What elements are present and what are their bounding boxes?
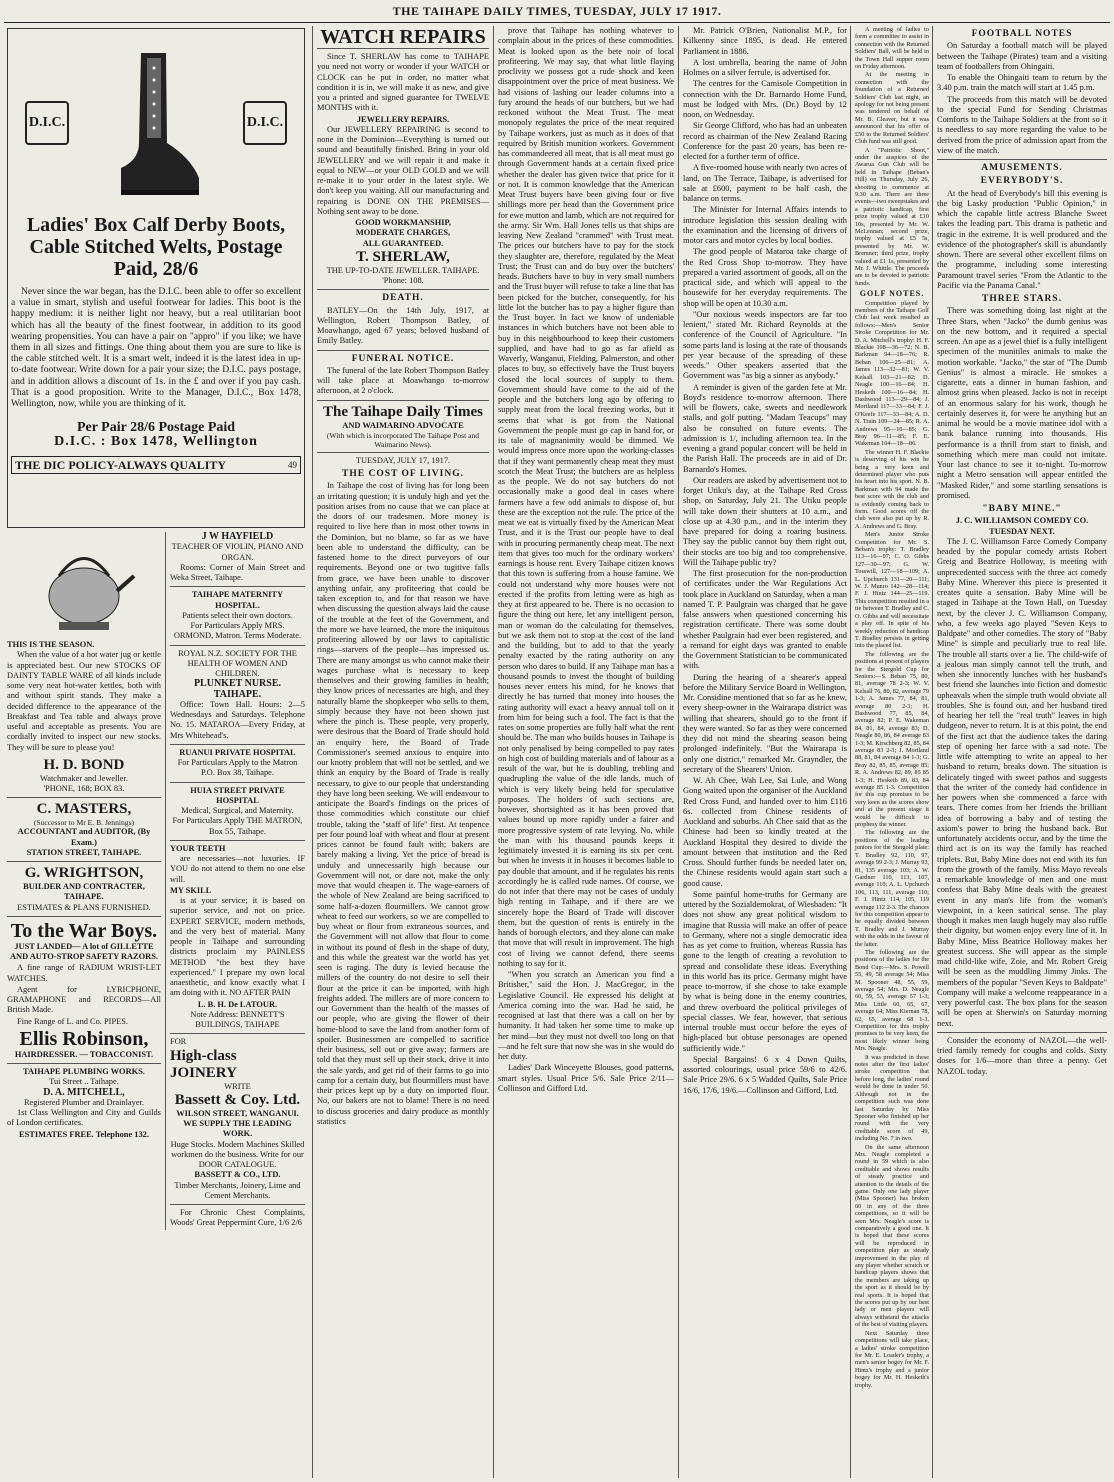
wrightson-trade: BUILDER AND CONTRACTER, TAIHAPE. <box>23 882 145 902</box>
watch-repairs-title: WATCH REPAIRS <box>317 26 489 49</box>
column-2 <box>314 26 492 1478</box>
masters-address: STATION STREET, TAIHAPE. <box>26 847 142 857</box>
news-item-1: Mr. Patrick O'Brien, Nationalist M.P., for Kilkenny since 1895, is dead. He entered Parliament in 1886. <box>683 26 847 56</box>
ladies-meeting: A meeting of ladies to form a committee to assist in connection with the Returned Soldiers' Ball, will be held in the Town Hall supper room on Friday afternoon. <box>855 26 929 71</box>
bassett-co: BASSETT & CO., LTD. <box>194 1170 281 1180</box>
masters-name: C. MASTERS, <box>36 801 132 818</box>
column-4 <box>680 26 850 1478</box>
news-item-10: Our readers are asked by advertisement not to forget Utiku's day, at the Taihape Red Cross shop, on Saturday, July 21. The Utiku people will take down their shutters at 10 a.m., and close up at 4.30 p.m., and in the interim they have prepared for doing a roaring business. They say the public cannot buy them right out, their stocks are too big and too comprehensive. Will the Taihape public try? <box>683 475 847 567</box>
hayfield-trade: TEACHER OF VIOLIN, PIANO AND ORGAN. <box>171 542 304 562</box>
bassett-address: WILSON STREET, WANGANUI. <box>176 1108 299 1118</box>
news-item-6: The Minister for Internal Affairs intends to introduce legislation this session dealing with the examination and the licensing of drivers of motor cars and motor cycles by local bodies. <box>683 205 847 245</box>
column-3 <box>495 26 677 1478</box>
masthead-note: (With which is incorporated The Taihape Post and Waimarino News). <box>326 430 480 449</box>
newspaper-header: THE TAIHAPE DAILY TIMES, TUESDAY, JULY 17 1917. <box>392 4 722 18</box>
death-body: BATLEY—On the 14th July, 1917, at Wellington, Robert Thompson Batley, of Moawhango, aged 67 years; beloved husband of Emily Batley. <box>317 305 489 346</box>
wrightson-name: G. WRIGHTSON, <box>24 865 144 881</box>
slogan-1: GOOD WORKMANSHIP, <box>355 218 451 227</box>
amusements-head: AMUSEMENTS. <box>981 163 1063 173</box>
williamson-head: J. C. WILLIAMSON COMEDY CO. TUESDAY NEXT. <box>955 516 1089 536</box>
boot-ad-body: Never since the war began, has the D.I.C. been able to offer so excellent a value in smart, stylish and useful footwear for ladies. This boot is the happy medium: it is neither light nor heavy, but a real utilitarian boot which has all the beauty of the finest footwear, in addition to its good wearing propensities. You can have a pair on "appro" if you like; we have them in all sizes and fittings. One thing about them you are sure to like is the cable stitched welt. It is a smart welt, indeed it is the latest idea in up-to-date footwear. Write down for a pair your size; the D.I.C. pays postage, and in addition allows a discount of 1s. in the £ and over if you pay cash. That is a good proposition. Write to the Manager, D.I.C., Box 1478, Wellington, now, while you are thinking of it. <box>11 286 301 410</box>
masthead-sub: AND WAIMARINO ADVOCATE <box>342 420 464 430</box>
war-boys-title: To the War Boys. <box>10 919 158 942</box>
bond-name: H. D. BOND <box>43 756 125 773</box>
mitchell-body: 1st Class Wellington and City and Guilds of London certificates. <box>7 1108 161 1128</box>
patriotic-shoot: A "Patriotic Shoot," under the auspices of the Awarua Gun Club will be held in Taihape (Beban's Hill) on Thursday, July 26, shooting to commence at 9.30 a.m. There are three events—two sweepstakes and a patriotic handicap, first prize trophy valued at £10 10s, presented by Mr. W. McLennan; second prize, trophy valued at £5 5s, presented by Mr. W. Bremner; third prize, trophy valued at £1 1s, presented by Mr. J. Whittle. The proceeds are to be devoted to patriotic funds. <box>855 146 929 287</box>
golf-head: GOLF NOTES. <box>859 289 925 299</box>
everybodys-head: EVERYBODY'S. <box>980 176 1064 187</box>
dic-logo-left: D.I.C. <box>25 101 69 145</box>
joinery-for: FOR <box>169 1037 187 1047</box>
news-item-2: A lost umbrella, bearing the name of John Holmes on a silver ferrule, is advertised for. <box>683 57 847 77</box>
jewellery-body: Our JEWELLERY REPAIRING is second to none in the Dominion—Everything is turned out sound and beautifully finished. Bring in your old JEWELLERY and we will repair it and make it equal to NEW—or your OLD GOLD and we will re-make it to your order in the latest style. We don't keep you waiting. All our manufacturing and repairing is DONE ON THE PREMISES—Nothing sent away to be done. <box>317 124 489 216</box>
column-6 <box>934 26 1110 1478</box>
golf-2: The winner H. F. Blackie is deserving of his win he being a very keen and determined player who puts his heart into his sport. N. B. Barkman with 94 made the best score with the club and is evidently coming back to form. Good scores off the club were also put up by R. A. Andrews and G. Bray. <box>855 448 929 530</box>
golf-1: Competition played by members of the Taihape Golf Club last week resulted as follows:—Men's Senior Stroke Competition for Mr. D. A. Mitchell's trophy: H. F. Blackie 108—36—72; N. B. Barkman 94—18—76; R. Beban 106—25—81; A. James 113—32—81; W. V. Kelsall 103—21—82; D. Neagle 100—16—84; H. Hesketh 100—16—84; H. Dashwood 113—29—84; J. Mortland 117—33—84; F. J. O'Keefe 117—33—84; A. D. N. Train 109—24—85; R. A. Andrews 95—10—85; G. Bray 96—11—85; F. E. Wakeman 104—18—86. <box>855 299 929 448</box>
three-stars-head: THREE STARS. <box>982 294 1062 304</box>
sherlaw-trade: THE UP-TO-DATE JEWELLER. TAIHAPE. 'Phone: 108. <box>326 265 480 285</box>
season-head: THIS IS THE SEASON. <box>7 640 95 649</box>
football-head: FOOTBALL NOTES <box>971 29 1073 39</box>
blouses-item: Ladies' Dark Winceyette Blouses, good patterns, smart styles. Usual Price 5/6. Sale Price 2/11—Collinson and Gifford Ltd. <box>498 1063 674 1093</box>
column-divider <box>850 26 851 1478</box>
editorial-body: In Taihape the cost of living has for long been an irritating question; it is unduly high and yet the position arises from no cause that we can place at the doors of our tradesmen. More money is required to live here than in most other towns in the Dominion, but no blame, so far as we have been able to understand the difficulty, can be fastened home to the direct purveyors of our requirements. Beyond one or two tugitive falls from grace, we have been unable to discover anything unfair, any profiteering that could be taken exception to, and for that reason we have when discussing the question always laid the cause of the trouble at the feet of the Government, and the more we have learned, the more the iniquitous profiteering allowed by our laws to capitalistic rings—starvers of the people—has impressed us. There are many amongst us who cannot make their wages purchase what is necessary to keep themselves and their growing families in health; they know prices of necessaries are high, and they naturally blame the shopkeeper who sells to them, simply because they have not been shown just where the pinch is. These people, very properly, were desirous that the Board of Trade should hold an enquiry here, the Board of Trade Commissioner's seemed anxious to enquire into our knotty problem that will not be settled, and we think an enquiry by the Board of Trade is really necessary, to give to our people that understanding they have long been seeking. We will endeavour to anticipate the Board's findings on the prices of those commodities which constitute our chief trouble, taking the "staff of life" first. At tenpence per four pound loaf with wheat and flour at present prices cannot be found fault with; bakers are barely making a living. Yet the price of bread is unduly and unnecessarily high because our Government will not, or dare not, make the only move that would cheapen it. The wage-earners of the whole of New Zealand are being sacrificed to some half-a-dozen flourmillers. We cannot grow wheat to feed our workers, so we are compelled to buy wheat or flour from extraneous sources, and the Government will not allow that flour to come in without its pound of flesh in the shape of duty, and this while the greatest war the world has yet seen is raging. The duty is levied because the millers of the country do not desire to sell their flour at the price it can be imported, with high freights added. The millers are of more concern to our Government than the health of the masses of our people, who are giving the flower of their home-blood to save the land from another form of spoiler. Businessmen are compelled to sacrifice their business, sell out or give away; farmers are told that they must sell up their stock, drive it into the sale yards, and get rid of their farms to go into camp for a certain duty, but flourmillers must have their prices kept up by a duty on imported flour. No, our bakers are not to blame! There is no need to discuss groceries and dairy produce as monthly statistics <box>317 481 489 1126</box>
maternity-body: Patients select their own doctors. <box>182 610 293 620</box>
masters-sub: (Successor to Mr E. B. Jennings) <box>33 818 135 828</box>
dic-advertisement <box>7 28 305 528</box>
plumbing-head: TAIHAPE PLUMBING WORKS. <box>23 1067 145 1076</box>
estimates-free: ESTIMATES FREE. Telephone 132. <box>19 1129 149 1139</box>
bassett-stocks: Huge Stocks. Modern Machines Skilled workmen do the business. Write for our DOOR CATALOGUE. <box>170 1139 305 1169</box>
dentist-address: Note Address: BENNETT'S BUILDINGS, TAIHAPE <box>190 1009 285 1029</box>
wrightson-estimates: ESTIMATES & PLANS FURNISHED. <box>17 902 151 912</box>
news-item-4: Sir George Clifford, who has had an unbeaten record as chairman of the New Zealand Racing Conference for the past 20 years, has been re-elected for a further term of office. <box>683 121 847 161</box>
golf-5: The following are the positions of the leading juniors for the Stergold plate: T. Bradley 92, 110, 97, average 99 2-3; J. Murray 93, 81, 135 average 103; A. W. Gardner 110, 113, 107, average 110; A. L. Upchurch 106, 113, 111, average 110; F. J. Hintz 114, 105, 119 average 112 2-3. The chances for this competition appear to be equally divided between T. Bradley and J. Murray with the odds in the favour of the latter. <box>855 829 929 948</box>
boot-box-address: D.I.C. : Box 1478, Wellington <box>54 434 258 450</box>
masthead: The Taihape Daily Times <box>323 403 483 420</box>
bassett-timber: Timber Merchants, Joinery, Lime and Cement Merchants. <box>174 1180 301 1200</box>
bond-phone: 'PHONE, 168; BOX 83. <box>43 784 125 793</box>
ruanui-body: For Particulars Apply to the Matron P.O. Box 38, Taihape. <box>177 758 298 778</box>
ruanui-hospital: RUANUI PRIVATE HOSPITAL <box>179 747 296 757</box>
williamson-body: The J. C. Williamson Farce Comedy Company headed by the popular comedy artists Robert Greig and Beatrice Holloway, is meeting with unprecedented success with the three act comedy Baby Mine. Wherever this piece is presented it creates quite a sensation. Baby Mine will be staged in Taihape at the Town Hall, on Tuesday next, by the clever J. C. Williamson Company, who, a few weeks ago played "Seven Keys to Baldpate" and other comedies. The story of "Baby Mine" is simple and peculiarly true to real life. The trouble all starts over a lie. The child-wife of a jealous man simply cannot tell the truth, and when she innocently lunches with her husband's best friend she launches into fiction and domestic upheavals when the simple truth would obviate all troubles. She is found out, and her husband tired of hearing her tell the "real truth" leaves in high dudgeon, never to return. It is at this point, the end of the first act that the audience takes the daring step of opening her farce with a sad note. The little wife attempting to write an appeal to her husband to return, breaks down. The situation is delicately tinged with sweet pathos and suggests that the writer of the comedy had confidence in her powers when she commenced a farce with tears. There comes from her friends the brilliant idea of borrowing a baby and of testing the axiom's power to bring the husband back. But unfortunately accidents occur, and by the time the third act is on its way the family has reached triplets. But, Baby Mine does not end with its fun from the growth of the family. Miss Mayo reveals a remarkable knowledge of men and one must confess that Baby Mine deals with the greatest event in any man's life from the woman's viewpoint, in a keen satirical sense. The play though it makes men laugh hugely may also ruffle their dignity, but women enjoy every line of it. In Baby Mine, Miss Beatrice Holloway makes her greatest success. She will appear as the simple mad child-like wife, Zoie, and Mr. Robert Greig will be seen as the muddling Jimmy Jinks. The members of the popular "Seven Keys to Baldpate" Company will make a welcome reappearance in a very powerful cast. The box plans for the season will be open at Sherwin's on Saturday morning next. <box>937 536 1107 1028</box>
golf-4: The following are the positions at present of players for the Stergold Cup for Seniors:—S. Beban 75, 80, 81, average 78 2-3; W. V. Kelsall 76, 80, 82, average 79 1-3; A. James 77, 84, 81, average 80 2-3; H. Dashwood 77, 85, 84, average 82; P. E. Wakeman 84, 81, 84, average 83; D. Neagle 80, 86, 84 average 83 1-3; M. Kirschberg 82, 85, 84 average 83 2-3; J. Mortland 88, 81, 84 average 84 1-3; G. Bray 82, 85, 85, average 85; R. A. Andrews 82, 89, 85 85 1-3; H. Hesketh 89, 83, 84 average 85 1-3. Competition for this cup promises to be very keen as the scores show and at the present stage it would be difficult to prophesy the winner. <box>855 650 929 829</box>
mitchell-name: D. A. MITCHELL, <box>43 1086 125 1098</box>
slogan-2: MODERATE CHARGES, <box>355 228 451 238</box>
golf-6: The following are the positions of the ladies for the Bond Cup:—Mrs. S. Powell 55, 49, 58 average 54; Miss M. Spooner 48, 55, 59, average 54; Mrs. D. Neagle 60, 59, 53, average 57 1-3; Miss Little 60, 65, 67, average 64; Miss Kiernan 78, 62, 65, average 68 1-3. Competition for this trophy promises to be very keen, the most likely winner being Mrs. Neagle. <box>855 948 929 1053</box>
news-item-8: "Our noxious weeds inspectors are far too lenient," stated Mr. Richard Reynolds at the conference of the Council of Agriculture. "In some parts land is losing at the rate of thousands per year because of the spreading of these weeds." Other speakers asserted that the Government was "as big a sinner as anybody." <box>683 309 847 381</box>
ellis-name: Ellis Robinson, <box>19 1027 149 1050</box>
bassett-name: Bassett & Coy. Ltd. <box>174 1091 301 1108</box>
news-item-15: Special Bargains! 6 x 4 Down Quilts, assorted colourings, usual price 59/6 to 42/6. Sale Price 29/6. 6 x 5 Wadded Quilts, Sale Price 16/6, 17/6, 19/6.—Collinson and Gifford, Ltd. <box>683 1054 847 1095</box>
editorial-continued: prove that Taihape has nothing whatever to complain about in the prices of these commodities. Meat is looked upon as the bete noir of local profiteering. We may say, that what little flaying proclivity we possess got a rude shock and keen disappointment over the price of meat business. We had visions of lashing our leader columns into a fury around the heads of our butchers, but we had reckoned without the Meat Trust. The meat monopoly regulates the price of the meat required by Taihape workers, just as much as it does of that required by British munition workers. Government has commandeered all meat, that is all meat must go through Government hands at a certain fixed price whether the dealer has given twice that price for it or not. It is common knowledge that the American Meat Trust buyers have been giving four or five shillings more per head than the Government price for ewe mutton and lamb, which are not required for the army. Sir Wm. Hall Jones tells us that ships are leaving New Zealand "crammed" with Trust meat. The prices our butchers have to pay for the stock they slaughter are, therefore, regulated by the Meat Trust; the Trust can and do buy over the butchers' heads. Butchers have to buy in very small numbers and the Trust buyer will refuse to take a line that has been picked for the butcher, consequently, for his little lot the butcher has to pay a higher figure than the Trust buyer. In fact we know of undeniable instances in which butchers have not been able to buy in this neighbourhood to keep their customers supplied, and have had to go as far afield as Waverly, Wanganui, Fielding, Palmerston, and other places to buy, so effectively have the Trust buyers closed the local sources of supply to them. Government should have come to the aid of the people and the butchers long ago by offering to supply meat from the local freezing works, but it seems that what is got from the National Government the people must go cap in hand for, or its tale of magnanimity would be dimmed. We would impress once more upon the working-classes that if they want permanently cheap meat they must scotch the Meat Trust; the butchers are as helpless as the people. We do not say butchers do not occasionally make a good deal in cases where farmers have a few odd animals to dispose of, but these are the exception not the rule. The price of the meat we eat is virtually fixed by the American Meat Trust, and it is the Trust our people have to deal with in procuring permanently cheap meat. The next item that gives too much for the ordinary workers' earnings is house rent. Every Taihape citizen knows that this town is suffering from a house famine. We could not understand why more houses were not erected if the profits from letting were as high as they at first appeared to be. There is no occasion to figure the thing out here, let any intelligent person, man or woman do the calculating for themselves, but we ask them not to stop at the cost of the land and the building, but to add to that the yearly penalty exacted by the rating authority on any person who dares to build. If any Taihape man has a thousand pounds to invest the thought of building houses never enters his mind, for he knows that directly he has turned that money into houses the rating authority will exact a heavy annual toll on it from him for being such a fool. The fact is that the rates on some properties are fully half what the rent should be. The man who builds houses in Taihape is not only penalised by being compelled to pay rates on high cost of building materials and of labour as a result of the war, but he is doubling, trebling and quadrupling the value of the idle lands, much of which is very likely being held for speculative purposes. The holders of such sections are, however, shortsighted as it has been proved that values bound up more rapidly under a fairer and more progressive system of rate levying. No, while the man with his thousand pounds keeps it legitimately invested it is earning its six per cent. but when he invests it in houses it becomes liable to pay double that amount, and if he regulates his rents accordingly he is called rude names. Of course, we do not infer that there may not be cases of unduly high renting in Taihape, and if there are we sincerely hope the Board of Trade will discover them, but the question of rents is entirely in the hands of borough electors, and they alone can make that move that will result in improvement. The high cost of living we cannot defend, there seems nothing to say for it. <box>498 26 674 968</box>
news-item-11: The first prosecution for the non-production of certificates under the War Regulations Act took place in Auckland on Saturday, when a man named T. P. Paulgrain was charged that he gave false answers when questioned concerning his registration certificate. There was some doubt whether Paulgrain had ever been registered, and a remand for eight days was granted to enable the Government Statistician to be communicated with. <box>683 569 847 671</box>
war-boys-body-3: Agent for LYRICPHONE, GRAMAPHONE and RECORDS—All British Made. <box>7 984 161 1015</box>
soldiers-club: At the meeting in connection with the foundation of a Returned Soldiers' Club last night, an apology for not being present was tendered on behalf of Mr. B. Cleaver, but it was announced that his offer of £50 to the Returned Soldiers' Club fund was still good. <box>855 71 929 146</box>
maternity-apply: For Particulars Apply MRS. ORMOND, Matron. Terms Moderate. <box>173 621 302 641</box>
sherlaw-name: T. SHERLAW, <box>356 248 450 265</box>
news-item-3: The centres for the Camisole Competition in connection with the Dr. Barnardo Home Fund, must be lodged with Mrs. (Dr.) Boyd by 12 noon, on Wednesday. <box>683 79 847 119</box>
date-line: TUESDAY, JULY 17, 1917. <box>355 455 451 465</box>
column-divider <box>932 26 933 1478</box>
ellis-trade: HAIRDRESSER. — TOBACCONIST. <box>14 1049 154 1059</box>
chest-cure: For Chronic Chest Complaints, Woods' Great Peppermint Cure, 1/6 2/6 <box>169 1208 305 1228</box>
golf-8: On the same afternoon Mrs. Neagle completed a round in 59 which is also creditable and shows results of steady practice and attention to the details of the game. Only one lady player (Miss Spooner) has broken 60 in any of the three competitions, so it will be seen Mrs. Neagle's score is comparatively a good one. It is hoped that these scores will be reproduced in competition play as steady improvement in the play of any player whether scratch or handicap players shows that the members are taking up the sport as it should be by real sports. It is hoped that the scores put up by our best lady or men players will always withstand the attacks of the best of visiting players. <box>855 1143 929 1329</box>
skill-head: MY SKILL <box>169 885 212 895</box>
dic-policy-banner: THE DIC POLICY-ALWAYS QUALITY 49 <box>11 456 301 474</box>
maternity-head: TAIHAPE MATERNITY HOSPITAL. <box>191 590 284 610</box>
boot-icon <box>111 48 201 198</box>
funeral-head: FUNERAL NOTICE. <box>351 353 455 364</box>
skill-body: is at your service; it is based on superior service, and not on price. EXPERT SERVICE, modern methods, and the very best of material. Many people in Taihape and surrounding districts proclaim my PAINLESS METHOD "the best they have experienced." I prepare my own local anaesthetic, and know exactly what I am doing with it. NO AFTER PAIN <box>169 896 305 998</box>
news-item-14: Some painful home-truths for Germany are uttered by the Sozialdemokrat, of Wiesbaden: "It does not show any great political wisdom to imagine that Russia will make an offer of peace to Germany, where not a single democratic idea has as yet come to fruition, whereas Russia has gone to the length of creating a revolution to spread and consolidate these ideas. Everything in this world has its price. Germany might have peace to-morrow, if she chose to take example by what is being done in the enemy countries, and threw overboard the political privileges of special classes. We fear, however, that serious internal trouble must occur before the eyes of high-placed but obtuse personages are opened sufficiently wide." <box>683 889 847 1053</box>
bond-trade: Watchmaker and Jeweller. <box>40 773 128 783</box>
column-divider <box>678 26 679 1478</box>
column-5 <box>852 26 932 1478</box>
column-divider <box>493 26 494 1478</box>
teeth-head: YOUR TEETH <box>169 843 226 853</box>
mitchell-trade: Registered Plumber and Drainlayer. <box>23 1097 144 1107</box>
plunket-nurse: PLUNKET NURSE. TAIHAPE. <box>193 678 281 700</box>
plumbing-address: Tui Street .. Taihape. <box>49 1077 119 1087</box>
news-item-12: During the hearing of a shearer's appeal before the Military Service Board in Wellington, Mr. Considine mentioned that so far as he knew, every sheep-owner in the Wairarapa district was willing that shearers, should go to the front if they were wanted. So far as they were concerned they did not mind the shearing season being prolonged indefinitely. "But the Wairarapa is only one district," remarked Mr. Grayndler, the secretary of the Shearers' Union. <box>683 672 847 774</box>
teeth-body: are necessaries—not luxuries. IF YOU do not attend to them no one else will. <box>169 854 305 884</box>
war-boys-body-4: Fine Range of L. and Co. PIPES. <box>17 1016 128 1026</box>
three-stars-body: There was something doing last night at the Three Stars, when "Jacko" the dumb genius was on the new bottom, and it required a special screen. An ape as a jewel thief is a fully intelligent specimen of the munitiles animals to make the motion workable. "Jacko," the star of "The Dumb Genius" is almost a miracle. He smokes a cigarette, eats a dinner in human fashion, and almost grins when pleased. Jacko is not in receipt of an enormous salary for his work, though he certainly deserves it, for were he anything but an animal he would be a movie matinee idol with a bank balance running into thousands. His performance is a thrill from start to finish, and something which mere man could not imitate. Your last chance to see it to-night. To-morrow night a Metro sensation will appear entitled the "Masked Rider," and some startling sensations is promised. <box>937 306 1107 500</box>
column-divider <box>312 26 313 1478</box>
news-item-7: The good people of Mataroa take charge of the Red Cross Shop to-morrow. They have prepared a varied assortment of goods, all on the practical side, and which will appeal to the housewife for her everyday requirements. The shop will be open at 10.30 a.m. <box>683 247 847 308</box>
dentist-name: L. B. H. De LATOUR. <box>197 999 278 1009</box>
column-1 <box>4 26 308 1478</box>
jewellery-head: JEWELLERY REPAIRS. <box>356 114 450 124</box>
watch-body: Since T. SHERLAW has come to TAIHAPE you need not worry or wonder if your WATCH or CLOCK can be put in order, no matter what condition it is in, we will make it as new, and give you a printed and signed guarantee for TWELVE MONTHS with it. <box>317 52 489 113</box>
huia-hospital: HUIA STREET PRIVATE HOSPITAL <box>190 785 285 805</box>
death-head: DEATH. <box>382 293 424 304</box>
kettle-icon <box>29 536 139 636</box>
bassett-supply: WE SUPPLY THE LEADING WORK. <box>183 1119 292 1139</box>
baby-mine-head: "BABY MINE." <box>982 504 1062 514</box>
football-body-1: On Saturday a football match will be played between the Taihape (Pirates) team and a visiting team of footballers from Ohingaiti. <box>937 41 1107 71</box>
header-rule <box>4 22 1110 23</box>
nazol-ad: Consider the economy of NAZOL—the well-tried family remedy for coughs and colds. Sixty doses for 1/6—more than three a penny. Get NAZOL today. <box>937 1035 1107 1076</box>
news-item-5: A five-roomed house with nearly two acres of land, on The Terrace, Taihape, is advertised for sale at £600, payment to be half cash, the balance on terms. <box>683 163 847 203</box>
american-item: "When you scratch an American you find a Britisher," said the Hon. J. MacGregor, in the Legislative Council. He expressed his delight at America coming into the war. Had he said, he recognised at last that there was a call on her by humanity. It had taken her some time to make up her mind—but they must not dwell too long on that—and he felt sure that now she was in she would do her duty. <box>498 970 674 1061</box>
boot-ad-title: Ladies' Box Calf Derby Boots, Cable Stitched Welts, Postage Paid, 28/6 <box>26 214 286 280</box>
golf-9: Next Saturday three competitions will take place, a ladies' stroke competition for Mr. E. Loader's trophy, a men's senior bogey for Mr. F. Hintz's trophy and a junior bogey for Mr. H. Hesketh's trophy. <box>855 1329 929 1389</box>
plunket-body: Office: Town Hall. Hours: 2—5 Wednesdays and Saturdays. Telephone No. 15. MATAROA—Every Friday, at Mrs Whitehead's. <box>169 699 305 740</box>
hayfield-name: J W HAYFIELD <box>201 531 274 542</box>
huia-body: For Particulars Apply THE MATRON, Box 55, Taihape. <box>172 816 303 836</box>
football-body-3: The proceeds from this match will be devoted to the special Fund for Sending Christmas Comforts to the Taihape Soldiers at the front so it is needless to say more regarding the value to be derived from the price of admission apart from the view of the match. <box>937 94 1107 155</box>
golf-7: It was predicted in these notes after the first ladies' stroke competition that before long, the ladies' round would be done in under 50. Although not in the competition such was done last Saturday by Miss Spooner who finished up her round with the very creditable score of 49, including No. 7 in two. <box>855 1053 929 1143</box>
war-boys-body-1: JUST LANDED— A lot of GILLETTE AND AUTO-STROP SAFETY RAZORS. <box>9 941 158 961</box>
nz-society: ROYAL N.Z. SOCIETY FOR THE HEALTH OF WOMEN AND CHILDREN. <box>178 648 297 678</box>
everybodys-body: At the head of Everybody's bill this evening is the big Lasky production "Public Opinion," in which the capable little actress Blanche Sweet takes the leading part. This drama is pathetic and tragic in the extreme. It is well produced and the evidence of the photographer's skill is abundantly shown. There are several other excellent films on the programme, including some interesting Paramount travel series "From the Atlantic to the Pacific via the Panama Canal." <box>937 188 1107 290</box>
editorial-head: THE COST OF LIVING. <box>342 469 464 479</box>
huia-sub: Medical, Surgical, and Maternity. <box>181 806 294 815</box>
joinery-write: WRITE <box>224 1081 251 1091</box>
joinery-title: High-class JOINERY <box>169 1047 237 1081</box>
funeral-body: The funeral of the late Robert Thompson Batley will take place at Moawhango to-morrow afternoon, at 2 o'clock. <box>317 365 489 396</box>
football-body-2: To enable the Ohingaiti team to return by the 3.40 p.m. train the match will start at 1.45 p.m. <box>937 73 1107 93</box>
golf-3: Men's Junior Stroke Competition for Mr. S. Beban's trophy: T. Bradley 113—16—97; C. O. Gibbs 127—30—97; G. W. Tosswill, 127—18—109; A. L. Upchurch 131—20—111; W. J. Munro 142—28—114; F. J. Hintz 144—25—119. This competition resulted in a tie between T. Bradley and C. O. Gibbs and will necessitate a play off. In spite of his weekly reduction of handicap T. Bradley persists in getting into the placed list. <box>855 531 929 650</box>
dic-logo-right: D.I.C. <box>243 101 287 145</box>
boot-price: Per Pair 28/6 Postage Paid <box>76 420 236 436</box>
slogan-3: ALL GUARANTEED. <box>362 238 444 248</box>
news-item-9: A reminder is given of the garden fete at Mr. Boyd's residence to-morrow afternoon. There will be flowers, cake, sweets and needlework stalls, and golf putting. "Madam Teacups" may also be consulted on future events. The admission is 1/, including afternoon tea. In the evening a grand popular concert will be held in the Parish Hall. The proceeds are in aid of Dr. Barnardo's Homes. <box>683 382 847 474</box>
hayfield-rooms: Rooms: Corner of Main Street and Weka Street, Taihape. <box>169 562 305 582</box>
news-item-13: W. Ah Chee, Wah Lee, Sai Lule, and Wong Gong waited upon the organiser of the Auckland Red Cross Fund, and handed over to him £116 6s. collected from Chinese residents of Auckland and suburbs. Ah Chee said that as the Chinese had been so kindly treated at the Auckland Hospital they desired to divide the amount between that institution and the Red Cross. Should further funds be needed later on, the Chinese residents would again start such a good cause. <box>683 776 847 888</box>
season-body: When the value of a hot water jug or kettle is appreciated best. Our new STOCKS OF DAINTY TABLE WARE of all kinds include some very neat hot-water kettles, both with and without spirit stands. They make a decided difference to the appearance of the Breakfast and Tea table and always prove useful and acceptable as presents. You are cordially invited to inspect our new stocks. They will be sure to please you! <box>7 650 161 752</box>
masters-trade: ACCOUNTANT and AUDITOR, (By Exam.) <box>17 827 151 847</box>
war-boys-body-2: A fine range of RADIUM WRIST-LET WATCHES. <box>7 963 161 983</box>
